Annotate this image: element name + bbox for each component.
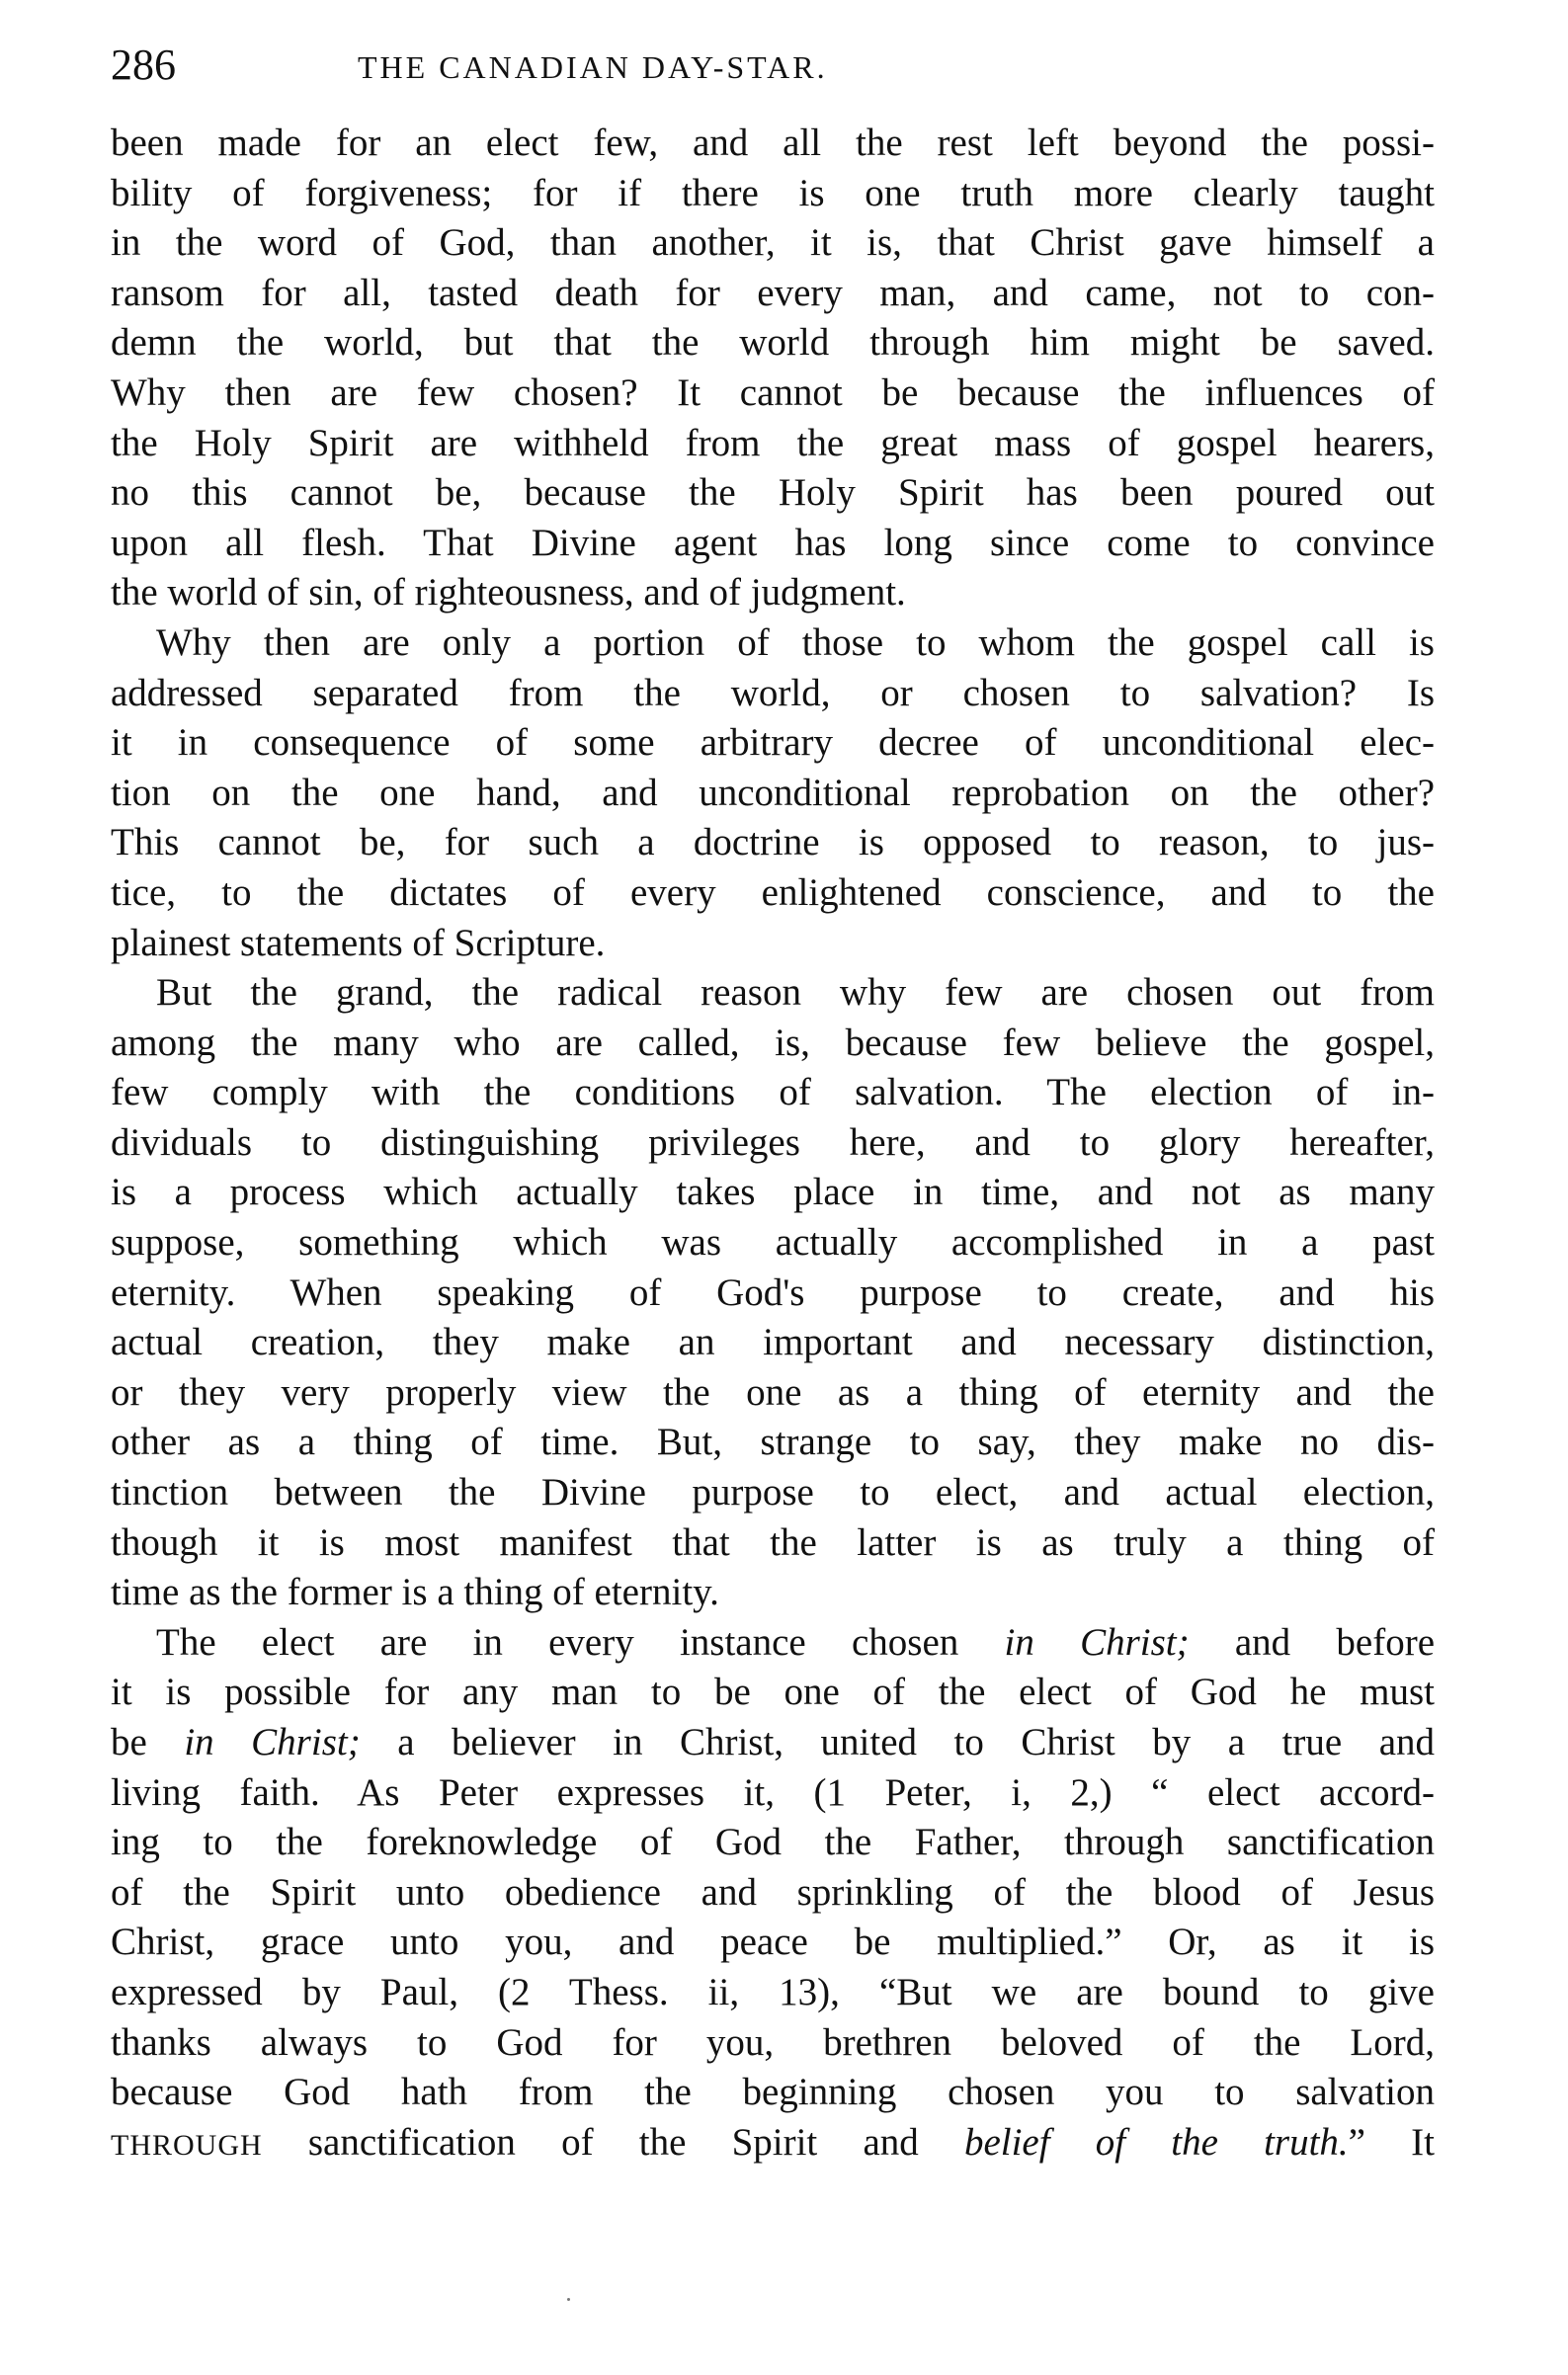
text-line: no this cannot be, because the Holy Spirit has been poured out: [111, 471, 1435, 515]
text-line: tion on the one hand, and unconditional reprobation on the other?: [111, 771, 1435, 814]
text-run: and before: [1189, 1620, 1435, 1664]
text-line: been made for an elect few, and all the rest left beyond the possi-: [111, 122, 1435, 164]
text-line: or they very properly view the one as a thing of eternity and the: [111, 1370, 1435, 1414]
text-line: addressed separated from the world, or chosen to salvation? Is: [111, 671, 1435, 714]
text-line: Why then are few chosen? It cannot be because the influences of: [111, 370, 1435, 414]
text-line: expressed by Paul, (2 Thess. ii, 13), “But we are bound to give: [111, 1970, 1435, 2013]
smallcaps-text: THROUGH: [111, 2128, 263, 2162]
text-line: dividuals to distinguishing privileges here, and to glory hereafter,: [111, 1120, 1435, 1164]
text-line: other as a thing of time. But, strange to say, they make no dis-: [111, 1421, 1435, 1464]
text-line: it in consequence of some arbitrary decree of unconditional elec-: [111, 721, 1435, 765]
text-line: [111, 1618, 1435, 1669]
text-line: the Holy Spirit are withheld from the great mass of gospel hearers,: [111, 421, 1435, 464]
text-line: though it is most manifest that the latter is as truly a thing of: [111, 1520, 1435, 1564]
text-line: This cannot be, for such a doctrine is opposed to reason, to jus-: [111, 821, 1435, 864]
text-line: But the grand, the radical reason why few are chosen out from: [156, 971, 1435, 1015]
text-line: suppose, something which was actually accomplished in a past: [111, 1221, 1435, 1265]
text-line: [111, 2118, 1435, 2169]
body-text: [111, 119, 1435, 2168]
text-line: upon all flesh. That Divine agent has long since come to convince: [111, 521, 1435, 564]
text-run: ” It: [1348, 2120, 1435, 2164]
page-header: [111, 40, 1435, 105]
book-page: [111, 40, 1435, 2168]
text-run: sanctification of the Spirit and: [262, 2120, 964, 2164]
text-line: thanks always to God for you, brethren beloved of the Lord,: [111, 2020, 1435, 2064]
text-line: is a process which actually takes place in time, and not as many: [111, 1171, 1435, 1214]
text-line: of the Spirit unto obedience and sprinkling of the blood of Jesus: [111, 1870, 1435, 1914]
text-line: time as the former is a thing of eternity.: [111, 1571, 719, 1614]
text-line: because God hath from the beginning chosen you to salvation: [111, 2071, 1435, 2114]
text-line: few comply with the conditions of salvation. The election of in-: [111, 1071, 1435, 1114]
text-run: The elect are in every instance chosen: [156, 1620, 1005, 1664]
text-line: among the many who are called, is, because few believe the gospel,: [111, 1021, 1435, 1064]
text-line: ing to the foreknowledge of God the Father, through sanctification: [111, 1821, 1435, 1864]
italic-text: in Christ;: [184, 1721, 361, 1763]
text-line: demn the world, but that the world through him might be saved.: [111, 321, 1435, 365]
text-line: [111, 1718, 1435, 1768]
text-line: in the word of God, than another, it is, that Christ gave himself a: [111, 221, 1435, 265]
text-line: actual creation, they make an important and necessary distinction,: [111, 1321, 1435, 1364]
running-title: THE CANADIAN DAY-STAR.: [358, 49, 828, 85]
text-line: bility of forgiveness; for if there is one truth more clearly taught: [111, 171, 1435, 214]
italic-text: belief of the truth.: [963, 2120, 1349, 2164]
text-line: it is possible for any man to be one of the elect of God he must: [111, 1671, 1435, 1714]
page-number: 286: [111, 41, 176, 89]
print-speck: [567, 2298, 570, 2301]
italic-text: in Christ;: [1004, 1620, 1190, 1664]
text-line: living faith. As Peter expresses it, (1 Peter, i, 2,) “ elect accord-: [111, 1770, 1435, 1814]
text-run: a believer in Christ, united to Christ by a true and: [360, 1721, 1436, 1763]
text-line: Why then are only a portion of those to whom the gospel call is: [156, 620, 1435, 664]
text-run: be: [111, 1721, 185, 1763]
text-line: eternity. When speaking of God's purpose to create, and his: [111, 1270, 1435, 1314]
text-line: tinction between the Divine purpose to elect, and actual election,: [111, 1471, 1435, 1515]
text-line: ransom for all, tasted death for every man, and came, not to con-: [111, 271, 1435, 314]
text-line: the world of sin, of righteousness, and of judgment.: [111, 571, 906, 614]
text-line: plainest statements of Scripture.: [111, 921, 606, 964]
text-line: tice, to the dictates of every enlightened conscience, and to the: [111, 870, 1435, 914]
text-line: Christ, grace unto you, and peace be multiplied.” Or, as it is: [111, 1921, 1435, 1964]
